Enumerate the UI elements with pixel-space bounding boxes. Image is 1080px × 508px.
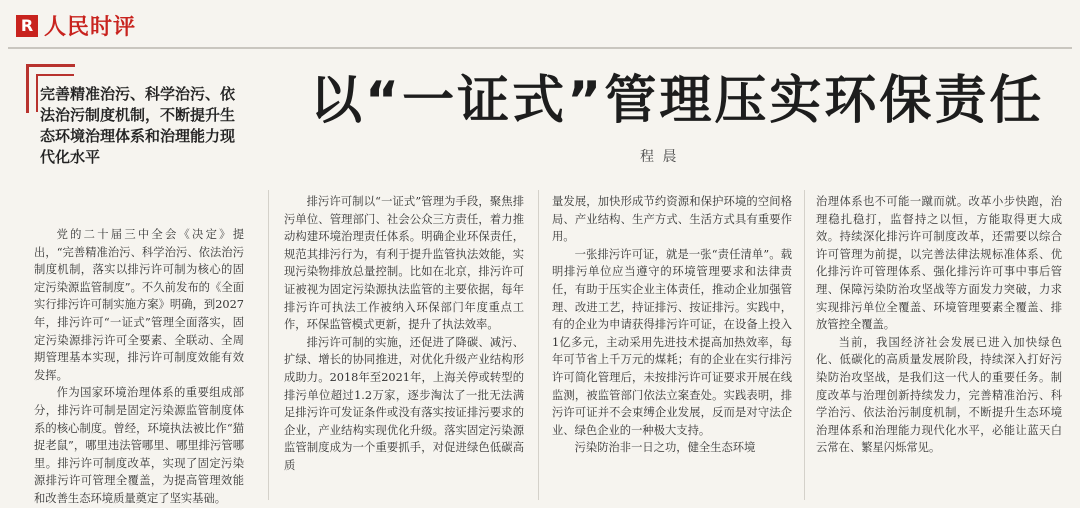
pull-quote: 完善精准治污、科学治污、依法治污制度机制，不断提升生态环境治理体系和治理能力现代化水平 — [40, 85, 236, 166]
headline: 以“一证式”管理压实环保责任 — [310, 71, 1045, 131]
article-column-3 — [552, 193, 792, 457]
column-divider — [804, 190, 805, 500]
column-divider — [538, 190, 539, 500]
column-logo — [16, 10, 136, 41]
article-column-4 — [816, 193, 1062, 457]
header-rule — [8, 47, 1072, 49]
paragraph: 排污许可制的实施，还促进了降碳、减污、扩绿、增长的协同推进，对优化升级产业结构形成助力。2018年至2021年，上海关停或转型的排污单位超过1.2万家，逐步淘汰了一批无法满足排污许可发证条件或没有落实按证排污要求的企业，产业结构实现优化升级。落实固定污染源监管制度成为一个重要抓手，对促进绿色低碳高质 — [284, 335, 524, 472]
logo-mark: R — [16, 15, 38, 37]
article-column-2 — [284, 193, 524, 475]
paragraph: 量发展，加快形成节约资源和保护环境的空间格局、产业结构、生产方式、生活方式具有重要作用。 — [552, 195, 792, 244]
column-title: 人民时评 — [44, 15, 137, 40]
paragraph: 一张排污许可证，就是一张“责任清单”。载明排污单位应当遵守的环境管理要求和法律责任，有助于压实企业主体责任，推动企业加强管理、改进工艺，持证排污、按证排污。实践中，有的企业为申请获得排污许可证，在设备上投入1亿多元，主动采用先进技术提高加热效率，每年可节省上千万元的煤耗；有的企业在实行排污许可简化管理后，未按排污许可证要求开展在线监测，被监管部门依法立案查处。实践表明，排污许可证并不会束缚企业发展，反而是对守法企业、绿色企业的一种极大支持。 — [552, 247, 792, 437]
column-divider — [268, 190, 269, 500]
paragraph: 治理体系也不可能一蹴而就。改革小步快跑，治理稳扎稳打，监督持之以恒，方能取得更大成效。持续深化排污许可制度改革，还需要以综合许可管理为前提，以完善法律法规标准体系、优化排污许可管理体系、强化排污许可事中事后管理、保障污染防治攻坚战等方面发力突破，力求实现排污单位全覆盖、环境管理要素全覆盖、排放管控全覆盖。 — [816, 195, 1062, 332]
article-column-1 — [34, 226, 244, 508]
author-byline: 程 晨 — [640, 149, 679, 165]
paragraph: 污染防治非一日之功，健全生态环境 — [574, 441, 756, 455]
paragraph: 排污许可制以“一证式”管理为手段，聚焦排污单位、管理部门、社会公众三方责任，着力推动构建环境治理责任体系。明确企业环保责任，规范其排污行为，有利于提升监管执法效能，实现污染物排放总量控制。比如在北京，排污许可证被视为固定污染源执法监管的主要依据，每年排污许可执法工作被纳入环保部门年度重点工作，环保监管模式更新，提升了执法效率。 — [284, 195, 524, 332]
paragraph: 当前，我国经济社会发展已进入加快绿色化、低碳化的高质量发展阶段，持续深入打好污染防治攻坚战，是我们这一代人的重要任务。制度改革与治理创新持续发力，完善精准治污、科学治污、依法治污制度机制，不断提升生态环境治理体系和治理能力现代化水平，必能让蓝天白云常在、繁星闪烁常见。 — [816, 335, 1062, 455]
paragraph: 党的二十届三中全会《决定》提出，“完善精准治污、科学治污、依法治污制度机制，落实以排污许可制为核心的固定污染源监管制度”。不久前发布的《全面实行排污许可制实施方案》明确，到2027年，排污许可“一证式”管理全面落实，固定污染源排污许可全要素、全联动、全周期管理基本实现，排污许可制度效能有效发挥。 — [34, 228, 244, 382]
paragraph: 作为国家环境治理体系的重要组成部分，排污许可制是固定污染源监管制度体系的核心制度。曾经，环境执法被比作“猫捉老鼠”，哪里违法管哪里、哪里排污管哪里。排污许可制度改革，实现了固定污染源排污许可管理全覆盖，为提高管理效能和改善生态环境质量奠定了坚实基础。 — [34, 386, 244, 505]
